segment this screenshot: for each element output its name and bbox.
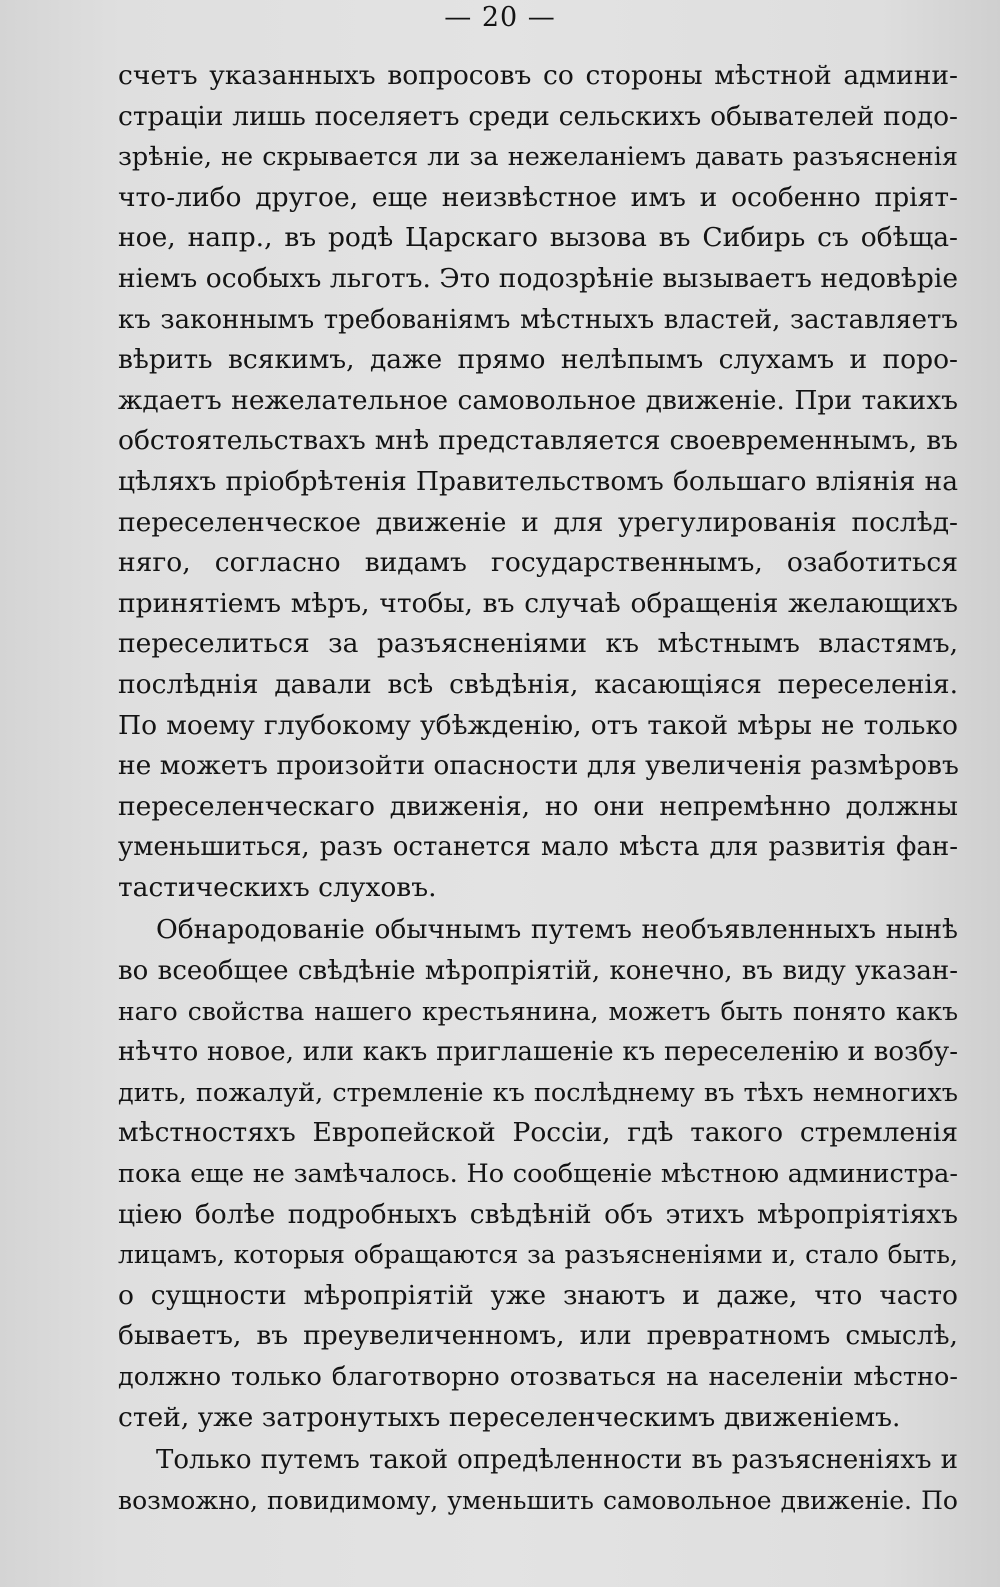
text-line: стей, уже затронутыхъ переселенческимъ движеніемъ. [118,1401,901,1433]
text-line: къ законнымъ требованіямъ мѣстныхъ властей, заставляетъ [118,304,958,335]
text-line: принятіемъ мѣръ, чтобы, въ случаѣ обращенія желающихъ [118,587,958,619]
text-line: переселенческаго движенія, но они непремѣнно должны [118,790,958,822]
text-line: зрѣніе, не скрывается ли за нежеланіемъ давать разъясненія [118,142,958,173]
text-line: уменьшиться, разъ останется мало мѣста для развитія фан- [118,832,958,863]
text-line: что-либо другое, еще неизвѣстное имъ и особенно пріят- [118,181,958,213]
text-line: послѣднія давали всѣ свѣдѣнія, касающіяся переселенія. [118,668,958,700]
text-line: няго, согласно видамъ государственнымъ, озаботиться [118,547,958,579]
text-line: счетъ указанныхъ вопросовъ со стороны мѣстной админи- [118,60,958,91]
text-line: ное, напр., въ родѣ Царскаго вызова въ Сибирь съ обѣща- [118,222,958,254]
text-line: тастическихъ слуховъ. [118,871,437,903]
text-line: должно только благотворно отозваться на населеніи мѣстно- [118,1362,958,1392]
text-line: наго свойства нашего крестьянина, можетъ быть понято какъ [118,996,958,1026]
text-line: обстоятельствахъ мнѣ представляется своевременнымъ, въ [118,425,958,457]
text-line: возможно, повидимому, уменьшить самовольное движеніе. По [118,1485,958,1515]
page-number: — 20 — [444,2,556,33]
text-line: не можетъ произойти опасности для увеличенія размѣровъ [118,750,959,782]
text-line: Обнародованіе обычнымъ путемъ необъявленныхъ нынѣ [156,914,958,946]
text-line: о сущности мѣропріятій уже знаютъ и даже, что часто [118,1279,958,1311]
text-line: переселенческое движеніе и для урегулированія послѣд- [118,506,958,538]
text-line: переселиться за разъясненіями къ мѣстнымъ властямъ, [118,628,958,660]
text-line: вѣрить всякимъ, даже прямо нелѣпымъ слухамъ и поро- [118,344,958,376]
text-line: По моему глубокому убѣжденію, отъ такой мѣры не только [118,709,958,741]
text-line: дить, пожалуй, стремленіе къ послѣднему въ тѣхъ немногихъ [118,1077,958,1108]
paragraph-1 [118,56,958,908]
text-line: ніемъ особыхъ льготъ. Это подозрѣніе вызываетъ недовѣріе [118,262,958,294]
text-line: Только путемъ такой опредѣленности въ разъясненіяхъ и [156,1445,958,1476]
text-line: ціею болѣе подробныхъ свѣдѣній объ этихъ мѣропріятіяхъ [118,1198,958,1230]
text-line: пока еще не замѣчалось. Но сообщеніе мѣстною администра- [118,1159,958,1190]
text-line: нѣчто новое, или какъ приглашеніе къ переселенію и возбу- [118,1037,958,1068]
text-line: лицамъ, которыя обращаются за разъясненіями и, стало быть, [118,1240,958,1270]
text-line: бываетъ, въ преувеличенномъ, или превратномъ смыслѣ, [118,1320,958,1352]
text-line: страціи лишь поселяетъ среди сельскихъ обывателей подо- [118,100,958,132]
paragraph-2 [118,910,958,1438]
text-line: ждаетъ нежелательное самовольное движеніе. При такихъ [118,384,958,416]
paragraph-3 [118,1440,958,1521]
text-line: во всеобщее свѣдѣніе мѣропріятій, конечно, въ виду указан- [118,956,958,987]
page-text [118,56,958,1521]
text-line: мѣстностяхъ Европейской Россіи, гдѣ такого стремленія [118,1117,958,1149]
text-line: цѣляхъ пріобрѣтенія Правительствомъ большаго вліянія на [118,465,958,497]
